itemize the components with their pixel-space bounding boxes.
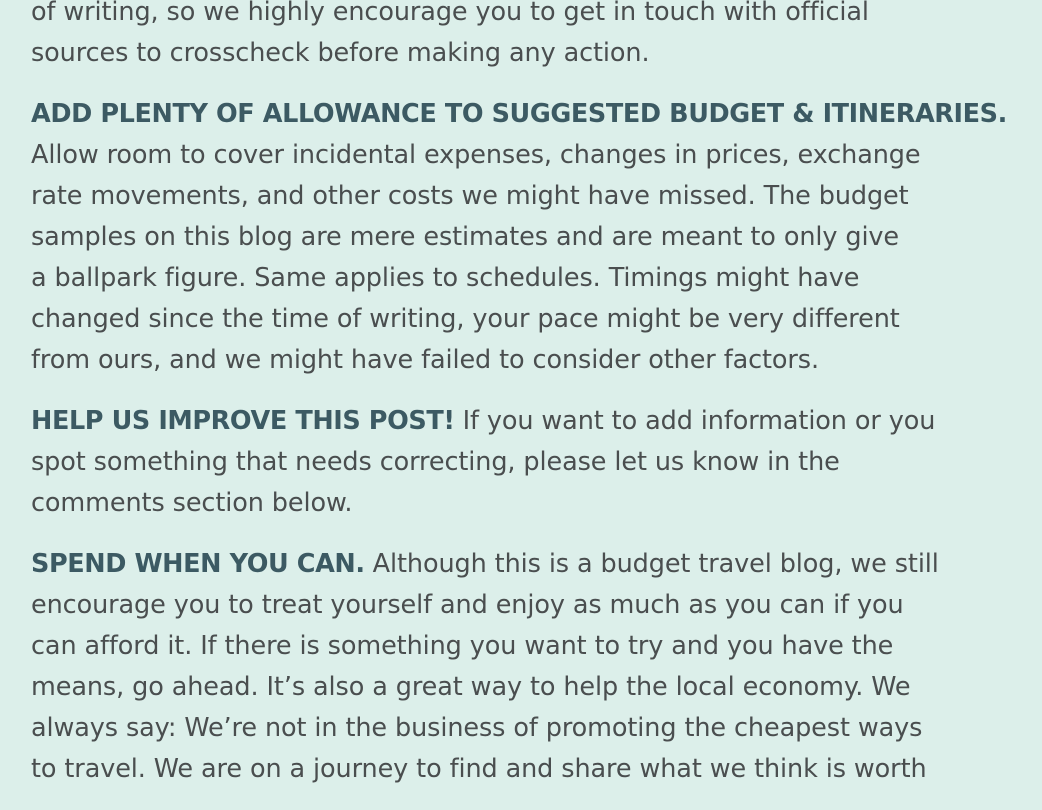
text-line: rate movements, and other costs we might have missed. The budget xyxy=(31,181,909,211)
paragraph-improve-post xyxy=(31,401,1021,524)
text-run: If you want to add information or you xyxy=(454,406,936,436)
text-line: Allow room to cover incidental expenses, changes in prices, exchange xyxy=(31,140,921,170)
paragraph-heading: HELP US IMPROVE THIS POST! xyxy=(31,406,455,436)
text-line: means, go ahead. It’s also a great way to help the local economy. We xyxy=(31,672,911,702)
text-line: sources to crosscheck before making any action. xyxy=(31,38,650,68)
text-run: Although this is a budget travel blog, we still xyxy=(364,549,939,579)
text-line: can afford it. If there is something you want to try and you have the xyxy=(31,631,894,661)
paragraph-heading: ADD PLENTY OF ALLOWANCE TO SUGGESTED BUDGET & ITINERARIES. xyxy=(31,99,1007,129)
paragraph-crosscheck xyxy=(31,0,1021,74)
paragraph-allowance xyxy=(31,94,1021,381)
text-line: of writing, so we highly encourage you to get in touch with official xyxy=(31,0,869,27)
text-line: always say: We’re not in the business of promoting the cheapest ways xyxy=(31,713,923,743)
paragraph-heading: SPEND WHEN YOU CAN. xyxy=(31,549,365,579)
text-line: from ours, and we might have failed to consider other factors. xyxy=(31,345,819,375)
text-line: comments section below. xyxy=(31,488,353,518)
text-line: changed since the time of writing, your pace might be very different xyxy=(31,304,900,334)
text-line: to travel. We are on a journey to find and share what we think is worth xyxy=(31,754,927,784)
text-line-first xyxy=(31,544,1021,585)
text-line: a ballpark figure. Same applies to schedules. Timings might have xyxy=(31,263,860,293)
text-line: spot something that needs correcting, please let us know in the xyxy=(31,447,840,477)
text-line: samples on this blog are mere estimates and are meant to only give xyxy=(31,222,900,252)
text-line-first xyxy=(31,401,1021,442)
text-line: encourage you to treat yourself and enjoy as much as you can if you xyxy=(31,590,904,620)
paragraph-spend xyxy=(31,544,1021,790)
article-body xyxy=(31,0,1021,810)
